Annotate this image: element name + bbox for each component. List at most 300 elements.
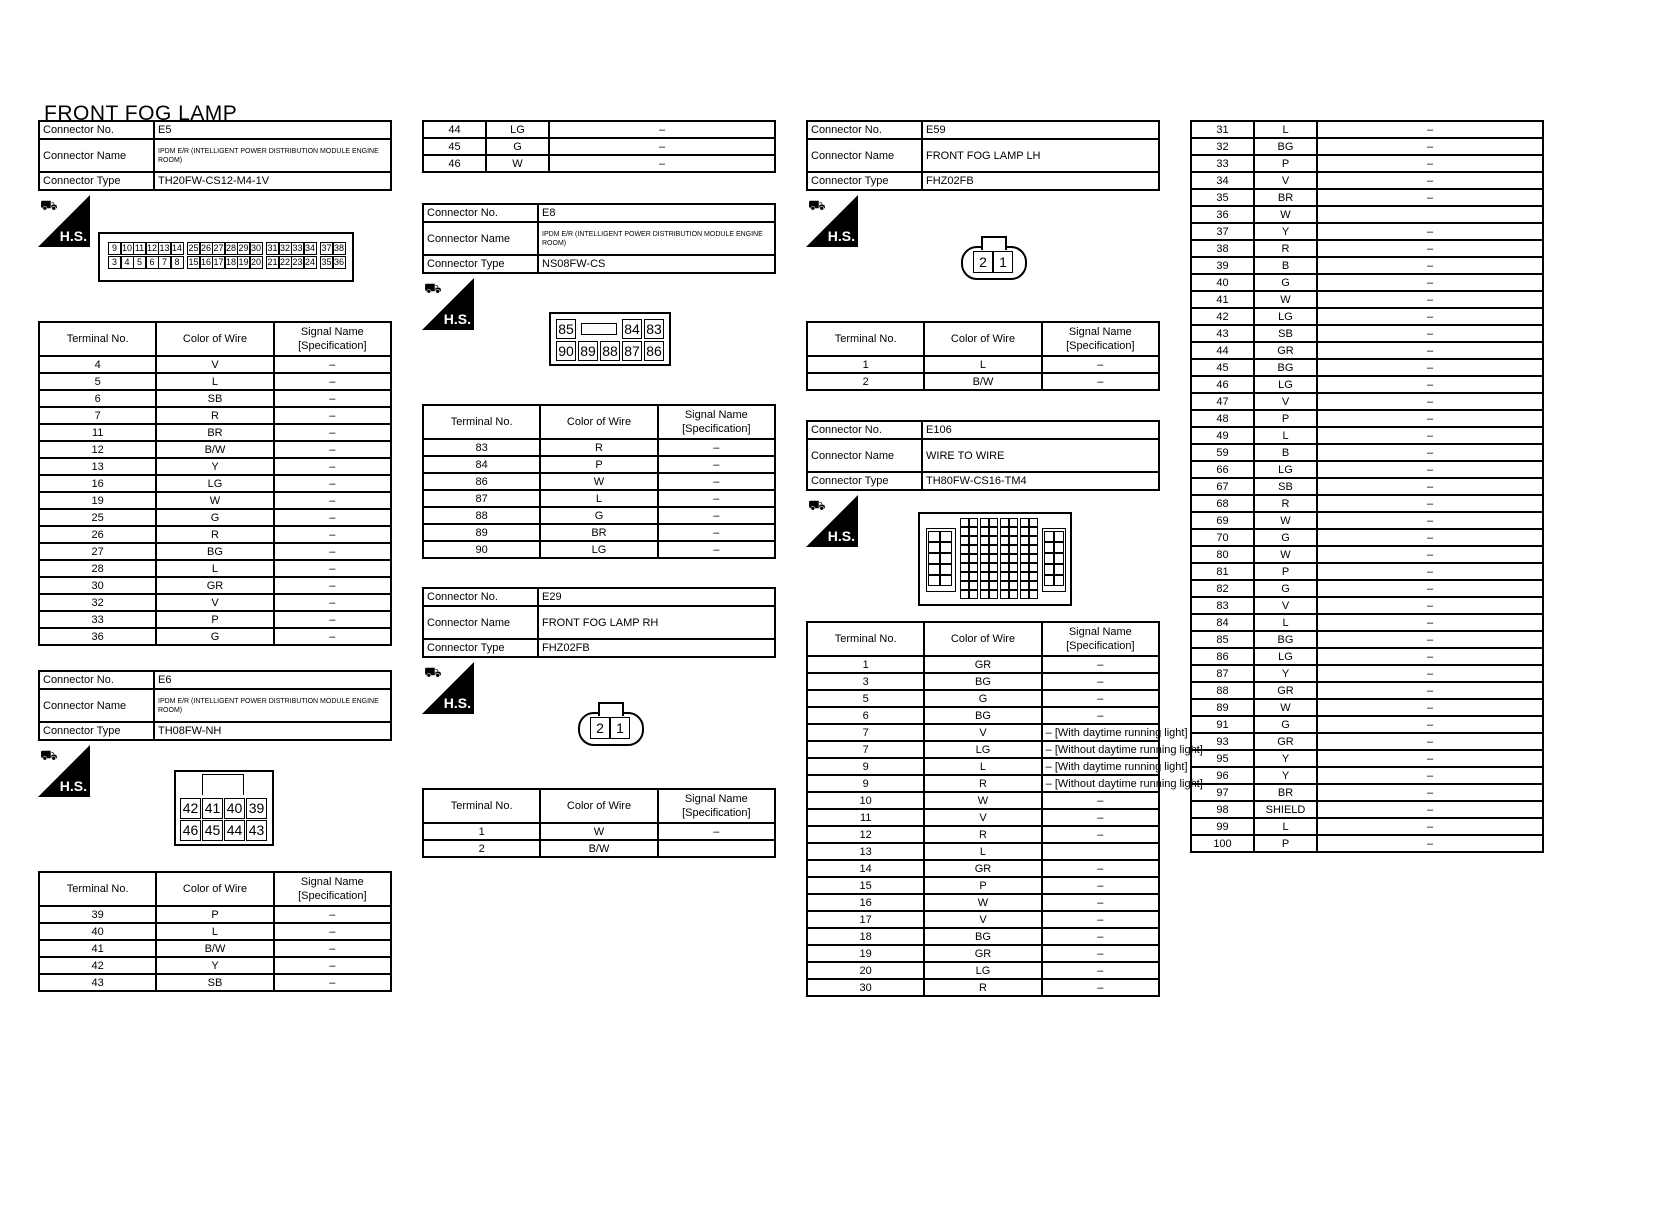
terminal-no-cell: 70	[1191, 529, 1254, 546]
connector-pin-icon	[969, 572, 978, 581]
terminal-no-cell: 41	[1191, 291, 1254, 308]
wire-color-cell: W	[1254, 206, 1317, 223]
connector-pin: 39	[246, 798, 267, 819]
signal-name-cell: –	[1317, 563, 1543, 580]
table-row	[423, 507, 775, 524]
wire-color-cell: B/W	[156, 940, 273, 957]
signal-name-cell: –	[274, 390, 391, 407]
terminal-no-cell: 36	[1191, 206, 1254, 223]
connector-pin-icon	[980, 572, 989, 581]
wire-color-cell: B	[1254, 444, 1317, 461]
signal-name-cell: –	[1317, 665, 1543, 682]
wire-color-cell: V	[924, 911, 1041, 928]
signal-name-cell: –	[1317, 529, 1543, 546]
wire-color-cell: W	[1254, 291, 1317, 308]
connector-pin-icon	[1009, 563, 1018, 572]
table-row	[39, 492, 391, 509]
terminal-no-cell: 32	[1191, 138, 1254, 155]
table-row	[1191, 767, 1543, 784]
connector-type-value: FHZ02FB	[922, 172, 1159, 190]
terminal-no-cell: 42	[1191, 308, 1254, 325]
connector-pin-icon	[1029, 545, 1038, 554]
connector-no-label: Connector No.	[39, 671, 154, 689]
terminal-no-cell: 16	[807, 894, 924, 911]
terminal-no-cell: 90	[423, 541, 540, 558]
signal-name-cell: –	[274, 509, 391, 526]
connector-pin-icon	[960, 563, 969, 572]
table-row	[1191, 121, 1543, 138]
connector-pin-icon	[989, 572, 998, 581]
connector-pin: 29	[238, 243, 249, 253]
table-row	[1191, 274, 1543, 291]
terminal-no-cell: 19	[807, 945, 924, 962]
wire-color-cell: P	[924, 877, 1041, 894]
connector-type-label: Connector Type	[39, 722, 154, 740]
signal-name-cell: –	[1317, 427, 1543, 444]
signal-name-cell: –	[274, 560, 391, 577]
table-row	[39, 526, 391, 543]
table-row	[807, 356, 1159, 373]
connector-pin: 15	[188, 257, 199, 267]
connector-e6-info	[38, 670, 392, 741]
signal-name-cell: –	[1317, 478, 1543, 495]
terminal-no-cell: 13	[807, 843, 924, 860]
wire-color-cell: Y	[1254, 665, 1317, 682]
connector-pin-icon	[960, 518, 969, 527]
wire-color-cell: W	[1254, 546, 1317, 563]
table-row	[807, 673, 1159, 690]
signal-name-cell: –	[274, 543, 391, 560]
table-row	[1191, 801, 1543, 818]
connector-pin: 84	[622, 319, 642, 339]
wire-color-cell: R	[156, 526, 273, 543]
connector-pin: 32	[279, 243, 290, 253]
signal-name-cell: –	[1317, 223, 1543, 240]
signal-name-cell	[1317, 206, 1543, 223]
terminal-no-cell: 83	[1191, 597, 1254, 614]
table-row	[1191, 223, 1543, 240]
connector-pin-icon	[1054, 542, 1064, 553]
table-row	[39, 458, 391, 475]
table-row	[1191, 529, 1543, 546]
connector-latch-icon	[581, 323, 617, 335]
connector-pin-icon	[1020, 536, 1029, 545]
connector-no-label: Connector No.	[423, 204, 538, 222]
connector-type-value: NS08FW-CS	[538, 255, 775, 273]
signal-name-cell: –	[274, 492, 391, 509]
signal-name-cell: –	[1042, 911, 1159, 928]
connector-latch-icon	[981, 236, 1007, 250]
connector-e6-terminal-table-cont	[422, 120, 776, 173]
connector-pin: 44	[224, 820, 245, 841]
connector-pin-icon	[969, 527, 978, 536]
connector-e29-info	[422, 587, 776, 658]
table-row	[1191, 563, 1543, 580]
wire-color-cell: BR	[156, 424, 273, 441]
wire-color-cell: L	[924, 356, 1041, 373]
terminal-no-cell: 88	[423, 507, 540, 524]
connector-pin-icon	[940, 531, 952, 542]
connector-pin-icon	[1000, 545, 1009, 554]
connector-type-value: TH08FW-NH	[154, 722, 391, 740]
connector-pin-icon	[960, 572, 969, 581]
table-row	[807, 707, 1159, 724]
table-row	[423, 840, 775, 857]
signal-name-cell: – [With daytime running light]	[1042, 758, 1159, 775]
connector-no-label: Connector No.	[807, 421, 922, 439]
terminal-no-cell: 20	[807, 962, 924, 979]
signal-name-cell: –	[1317, 546, 1543, 563]
table-row	[807, 877, 1159, 894]
connector-pin: 46	[180, 820, 201, 841]
connector-pin: 11	[134, 243, 145, 253]
connector-pin-icon	[980, 545, 989, 554]
wire-color-cell: GR	[1254, 342, 1317, 359]
signal-name-cell: –	[274, 906, 391, 923]
table-row	[423, 823, 775, 840]
terminal-no-cell: 13	[39, 458, 156, 475]
table-row	[1191, 546, 1543, 563]
signal-name-cell	[1042, 843, 1159, 860]
signal-name-cell: –	[1317, 189, 1543, 206]
signal-name-cell: –	[274, 424, 391, 441]
wire-color-cell: P	[156, 906, 273, 923]
connector-no-value: E5	[154, 121, 391, 139]
hs-icon: ⛟ H.S.	[806, 195, 858, 247]
connector-pin-icon	[969, 590, 978, 599]
connector-pin: 89	[578, 341, 598, 361]
terminal-no-cell: 39	[1191, 257, 1254, 274]
connector-no-label: Connector No.	[807, 121, 922, 139]
connector-e106-info	[806, 420, 1160, 491]
table-row	[807, 894, 1159, 911]
wire-color-cell: G	[1254, 580, 1317, 597]
table-row	[1191, 733, 1543, 750]
wire-color-cell: B/W	[156, 441, 273, 458]
connector-type-label: Connector Type	[39, 172, 154, 190]
connector-e106-terminal-table-cont	[1190, 120, 1544, 853]
signal-name-cell: –	[1317, 716, 1543, 733]
signal-name-cell: – [Without daytime running light]	[1042, 775, 1159, 792]
connector-pin: 19	[238, 257, 249, 267]
connector-pin-icon	[969, 518, 978, 527]
wire-color-cell: SB	[1254, 325, 1317, 342]
wire-color-cell: W	[540, 823, 657, 840]
signal-name-cell: –	[1317, 648, 1543, 665]
table-row	[807, 792, 1159, 809]
table-row	[1191, 665, 1543, 682]
connector-pin-icon	[969, 536, 978, 545]
connector-pin: 38	[333, 243, 344, 253]
connector-pin: 34	[304, 243, 315, 253]
terminal-no-cell: 40	[39, 923, 156, 940]
terminal-no-cell: 67	[1191, 478, 1254, 495]
connector-pin: 37	[321, 243, 332, 253]
signal-name-cell: –	[1042, 962, 1159, 979]
terminal-no-cell: 83	[423, 439, 540, 456]
terminal-no-cell: 87	[1191, 665, 1254, 682]
terminal-no-cell: 38	[1191, 240, 1254, 257]
terminal-no-cell: 99	[1191, 818, 1254, 835]
connector-e8-face-icon	[549, 312, 671, 366]
connector-no-value: E29	[538, 588, 775, 606]
connector-pin-icon	[1009, 554, 1018, 563]
terminal-no-cell: 97	[1191, 784, 1254, 801]
signal-name-cell: –	[1042, 373, 1159, 390]
table-row	[39, 628, 391, 645]
signal-name-cell: –	[1317, 682, 1543, 699]
wire-color-cell: L	[1254, 614, 1317, 631]
terminal-no-cell: 37	[1191, 223, 1254, 240]
table-row	[1191, 750, 1543, 767]
connector-pin: 42	[180, 798, 201, 819]
signal-name-cell: –	[1042, 707, 1159, 724]
connector-pin: 36	[333, 257, 344, 267]
wire-color-cell: BG	[156, 543, 273, 560]
signal-name-cell: –	[1317, 121, 1543, 138]
wire-color-cell: G	[1254, 716, 1317, 733]
table-row	[39, 441, 391, 458]
connector-pin-icon	[1020, 581, 1029, 590]
connector-e29-terminal-table: Terminal No. Color of Wire Signal Name [Specification] 1 W – 2 B/W	[422, 788, 776, 858]
wire-color-cell: BG	[924, 928, 1041, 945]
wire-color-cell: P	[1254, 563, 1317, 580]
connector-pin-icon	[1029, 527, 1038, 536]
wire-color-cell: V	[1254, 393, 1317, 410]
signal-name-cell: –	[1042, 826, 1159, 843]
signal-name-cell: –	[1042, 690, 1159, 707]
table-row	[39, 940, 391, 957]
wire-color-cell: G	[486, 138, 549, 155]
connector-pin-icon	[1020, 545, 1029, 554]
signal-name-cell: – [Without daytime running light]	[1042, 741, 1159, 758]
signal-name-cell: –	[1317, 257, 1543, 274]
wire-color-cell: L	[540, 490, 657, 507]
signal-name-cell: –	[274, 957, 391, 974]
terminal-no-cell: 11	[807, 809, 924, 826]
wire-color-cell: P	[1254, 155, 1317, 172]
signal-name-cell: –	[274, 356, 391, 373]
connector-pin-icon	[1009, 527, 1018, 536]
wire-color-cell: LG	[1254, 376, 1317, 393]
signal-name-cell: –	[1042, 979, 1159, 996]
signal-name-cell: –	[1042, 877, 1159, 894]
connector-e8-terminal-table: Terminal No. Color of Wire Signal Name [Specification] 83 R – 84 P – 86 W – 87 L – 88 G – 89 BR – 90 LG –	[422, 404, 776, 559]
wire-color-cell: LG	[486, 121, 549, 138]
table-row	[1191, 580, 1543, 597]
table-row	[1191, 818, 1543, 835]
signal-name-cell: –	[1042, 928, 1159, 945]
terminal-no-cell: 81	[1191, 563, 1254, 580]
signal-name-cell: –	[1317, 750, 1543, 767]
wire-color-cell: GR	[156, 577, 273, 594]
connector-pin: 8	[171, 256, 184, 269]
connector-pin-icon	[1020, 563, 1029, 572]
wire-color-cell: BG	[1254, 631, 1317, 648]
connector-pin-icon	[989, 536, 998, 545]
connector-name-label: Connector Name	[807, 439, 922, 472]
connector-pin-icon	[1020, 590, 1029, 599]
terminal-no-cell: 41	[39, 940, 156, 957]
terminal-no-cell: 11	[39, 424, 156, 441]
connector-pin-icon	[1000, 563, 1009, 572]
hs-icon: ⛟ H.S.	[422, 278, 474, 330]
terminal-no-cell: 98	[1191, 801, 1254, 818]
wire-color-cell: P	[1254, 410, 1317, 427]
connector-type-label: Connector Type	[423, 639, 538, 657]
connector-pin-icon	[1000, 527, 1009, 536]
terminal-no-cell: 69	[1191, 512, 1254, 529]
table-row	[807, 843, 1159, 860]
connector-pin-icon	[989, 581, 998, 590]
table-row	[807, 741, 1159, 758]
connector-pin: 28	[225, 243, 236, 253]
connector-pin-icon	[969, 581, 978, 590]
signal-name-cell: –	[658, 439, 775, 456]
table-row	[1191, 359, 1543, 376]
connector-pin-icon	[1029, 536, 1038, 545]
connector-pin-icon	[1020, 518, 1029, 527]
connector-pin: 86	[644, 341, 664, 361]
connector-pin-icon	[980, 581, 989, 590]
terminal-no-cell: 88	[1191, 682, 1254, 699]
signal-name-cell: –	[274, 628, 391, 645]
connector-pin-icon	[1000, 518, 1009, 527]
page-title: FRONT FOG LAMP	[44, 102, 238, 125]
signal-name-cell: –	[274, 577, 391, 594]
terminal-no-cell: 5	[39, 373, 156, 390]
connector-pin-icon	[989, 590, 998, 599]
connector-name-label: Connector Name	[807, 139, 922, 172]
connector-pin-icon	[1029, 581, 1038, 590]
connector-pin-icon	[1054, 564, 1064, 575]
table-row	[807, 945, 1159, 962]
connector-e29-face-icon	[578, 700, 644, 746]
connector-pin: 6	[146, 256, 159, 269]
connector-pin-icon	[1044, 575, 1054, 586]
wire-color-cell: P	[1254, 835, 1317, 852]
connector-pin-icon	[1000, 554, 1009, 563]
connector-e59-terminal-table: Terminal No. Color of Wire Signal Name [Specification] 1 L – 2 B/W –	[806, 321, 1160, 391]
signal-name-cell: –	[274, 940, 391, 957]
table-row	[39, 957, 391, 974]
signal-name-cell: –	[1317, 359, 1543, 376]
signal-name-cell: –	[1317, 155, 1543, 172]
connector-pin: 21	[267, 257, 278, 267]
wire-color-cell: Y	[1254, 223, 1317, 240]
connector-e106-face-icon	[918, 512, 1072, 606]
connector-pin-icon	[940, 553, 952, 564]
connector-pin: 85	[556, 319, 576, 339]
connector-type-value: TH20FW-CS12-M4-1V	[154, 172, 391, 190]
connector-pin-icon	[940, 564, 952, 575]
connector-pin-icon	[928, 553, 940, 564]
connector-pin: 41	[202, 798, 223, 819]
connector-pin-icon	[980, 563, 989, 572]
wire-color-cell: P	[156, 611, 273, 628]
wire-color-cell: GR	[924, 860, 1041, 877]
wire-color-cell: L	[156, 923, 273, 940]
terminal-no-cell: 95	[1191, 750, 1254, 767]
terminal-no-cell: 84	[423, 456, 540, 473]
connector-pin-icon	[1020, 572, 1029, 581]
connector-pin: 33	[292, 243, 303, 253]
connector-e6-terminal-table: Terminal No. Color of Wire Signal Name [Specification] 39 P – 40 L – 41 B/W – 42 Y – 43 SB –	[38, 871, 392, 992]
wire-color-cell: SHIELD	[1254, 801, 1317, 818]
connector-pin-icon	[1000, 581, 1009, 590]
wire-color-cell: W	[486, 155, 549, 172]
table-row	[1191, 155, 1543, 172]
connector-pin-icon	[928, 564, 940, 575]
signal-name-cell: –	[1042, 792, 1159, 809]
connector-pin-icon	[960, 590, 969, 599]
table-row	[39, 974, 391, 991]
connector-no-label: Connector No.	[39, 121, 154, 139]
table-row	[807, 758, 1159, 775]
connector-pin: 45	[202, 820, 223, 841]
connector-pin: 13	[159, 243, 170, 253]
connector-pin-icon	[1029, 554, 1038, 563]
signal-name-cell: –	[1317, 308, 1543, 325]
table-row	[807, 962, 1159, 979]
terminal-no-cell: 66	[1191, 461, 1254, 478]
table-row	[1191, 631, 1543, 648]
connector-pin-icon	[1029, 590, 1038, 599]
terminal-no-cell: 10	[807, 792, 924, 809]
connector-pin-icon	[989, 527, 998, 536]
terminal-no-cell: 12	[807, 826, 924, 843]
wire-color-cell: Y	[1254, 767, 1317, 784]
connector-pin: 83	[644, 319, 664, 339]
connector-pin-icon	[1044, 564, 1054, 575]
signal-name-cell: –	[1317, 393, 1543, 410]
table-row	[807, 373, 1159, 390]
table-row	[1191, 410, 1543, 427]
signal-name-cell: –	[658, 490, 775, 507]
terminal-no-cell: 59	[1191, 444, 1254, 461]
wire-color-cell: LG	[924, 741, 1041, 758]
signal-name-cell: –	[274, 611, 391, 628]
connector-pin-icon	[940, 542, 952, 553]
table-row	[807, 979, 1159, 996]
wire-color-cell: BR	[540, 524, 657, 541]
signal-name-cell: –	[1317, 733, 1543, 750]
table-row	[39, 577, 391, 594]
connector-pin: 43	[246, 820, 267, 841]
terminal-no-cell: 26	[39, 526, 156, 543]
connector-pin: 23	[292, 257, 303, 267]
connector-pin: 10	[121, 243, 132, 253]
terminal-no-cell: 4	[39, 356, 156, 373]
terminal-no-cell: 91	[1191, 716, 1254, 733]
terminal-no-cell: 7	[807, 741, 924, 758]
connector-pin-icon	[960, 545, 969, 554]
table-row	[39, 390, 391, 407]
wire-color-cell: V	[156, 594, 273, 611]
signal-name-cell: –	[1042, 945, 1159, 962]
terminal-no-cell: 32	[39, 594, 156, 611]
table-row	[807, 928, 1159, 945]
table-row	[1191, 325, 1543, 342]
table-row	[39, 560, 391, 577]
table-row	[807, 860, 1159, 877]
wire-color-cell: B/W	[924, 373, 1041, 390]
terminal-no-cell: 80	[1191, 546, 1254, 563]
table-row	[1191, 376, 1543, 393]
terminal-no-cell: 40	[1191, 274, 1254, 291]
terminal-no-cell: 84	[1191, 614, 1254, 631]
signal-name-cell: –	[1317, 138, 1543, 155]
